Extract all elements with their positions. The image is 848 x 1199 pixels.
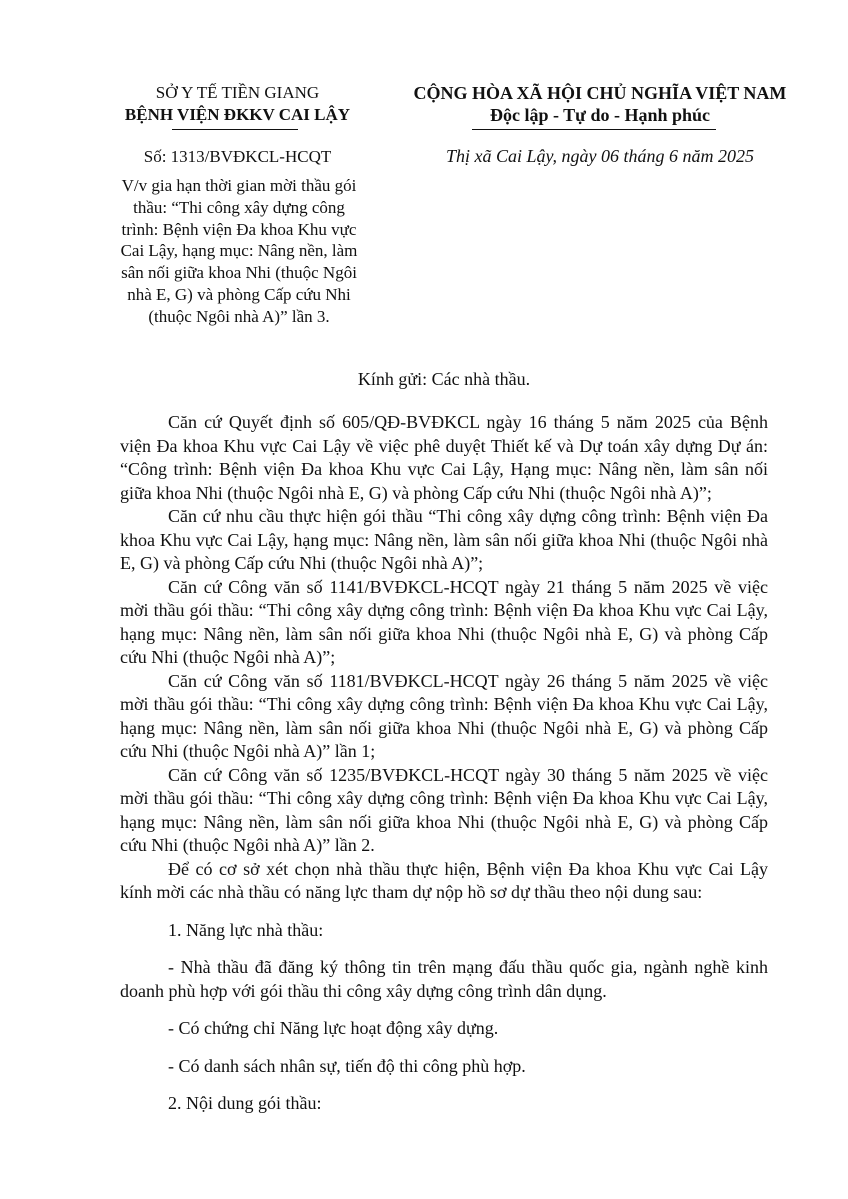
agency-name: SỞ Y TẾ TIỀN GIANG bbox=[155, 83, 320, 102]
section-1-item: - Nhà thầu đã đăng ký thông tin trên mạng đấu thầu quốc gia, ngành nghề kinh doanh phù hợp với gói thầu thi công xây dựng công trình dân dụng. bbox=[120, 957, 768, 1001]
hospital-underline bbox=[172, 129, 298, 130]
section-1-item: - Có danh sách nhân sự, tiến độ thi công phù hợp. bbox=[168, 1055, 526, 1076]
national-motto: Độc lập - Tự do - Hạnh phúc bbox=[489, 105, 711, 125]
paragraph-legal-basis-5: Căn cứ Công văn số 1235/BVĐKCL-HCQT ngày 30 tháng 5 năm 2025 về việc mời thầu gói thầu: “Thi công xây dựng công trình: Bệnh viện Đa khoa Khu vực Cai Lậy, hạng mục: Nâng nền, làm sân nối giữa khoa Nhi (thuộc Ngôi nhà E, G) và phòng Cấp cứu Nhi (thuộc Ngôi nhà A)” lần 2. bbox=[120, 764, 768, 855]
nation-title: CỘNG HÒA XÃ HỘI CHỦ NGHĨA VIỆT NAM bbox=[413, 83, 787, 103]
section-1-item: - Có chứng chỉ Năng lực hoạt động xây dựng. bbox=[168, 1018, 499, 1038]
motto-underline bbox=[472, 129, 716, 130]
hospital-name: BỆNH VIỆN ĐKKV CAI LẬY bbox=[124, 105, 351, 124]
paragraph-invitation: Để có cơ sở xét chọn nhà thầu thực hiện, Bệnh viện Đa khoa Khu vực Cai Lậy kính mời các nhà thầu có năng lực tham dự nộp hồ sơ dự thầu theo nội dung sau: bbox=[120, 858, 768, 902]
paragraph-legal-basis-2: Căn cứ nhu cầu thực hiện gói thầu “Thi công xây dựng công trình: Bệnh viện Đa khoa Khu vực Cai Lậy, hạng mục: Nâng nền, làm sân nối giữa khoa Nhi (thuộc Ngôi nhà E, G) và phòng Cấp cứu Nhi (thuộc Ngôi nhà A)”; bbox=[120, 506, 768, 573]
document-body bbox=[120, 411, 768, 1116]
section-2-title: 2. Nội dung gói thầu: bbox=[168, 1093, 322, 1113]
document-subject: V/v gia hạn thời gian mời thầu gói thầu: “Thi công xây dựng công trình: Bệnh viện Đa khoa Khu vực Cai Lậy, hạng mục: Nâng nền, làm sân nối giữa khoa Nhi (thuộc Ngôi nhà E, G) và phòng Cấp cứu Nhi (thuộc Ngôi nhà A)” lần 3. bbox=[120, 176, 358, 326]
place-and-date: Thị xã Cai Lậy, ngày 06 tháng 6 năm 2025 bbox=[445, 146, 754, 166]
paragraph-legal-basis-4: Căn cứ Công văn số 1181/BVĐKCL-HCQT ngày 26 tháng 5 năm 2025 về việc mời thầu gói thầu: “Thi công xây dựng công trình: Bệnh viện Đa khoa Khu vực Cai Lậy, hạng mục: Nâng nền, làm sân nối giữa khoa Nhi (thuộc Ngôi nhà E, G) và phòng Cấp cứu Nhi (thuộc Ngôi nhà A)” lần 1; bbox=[120, 670, 768, 761]
document-number: Số: 1313/BVĐKCL-HCQT bbox=[143, 147, 332, 166]
section-1-title: 1. Năng lực nhà thầu: bbox=[168, 919, 324, 940]
paragraph-legal-basis-1: Căn cứ Quyết định số 605/QĐ-BVĐKCL ngày 16 tháng 5 năm 2025 của Bệnh viện Đa khoa Khu vực Cai Lậy về việc phê duyệt Thiết kế và Dự toán xây dựng Dự án: “Công trình: Bệnh viện Đa khoa Khu vực Cai Lậy, Hạng mục: Nâng nền, làm sân nối giữa khoa Nhi (thuộc Ngôi nhà E, G) và phòng Cấp cứu Nhi (thuộc Ngôi nhà A)”; bbox=[120, 412, 768, 503]
paragraph-legal-basis-3: Căn cứ Công văn số 1141/BVĐKCL-HCQT ngày 21 tháng 5 năm 2025 về việc mời thầu gói thầu: “Thi công xây dựng công trình: Bệnh viện Đa khoa Khu vực Cai Lậy, hạng mục: Nâng nền, làm sân nối giữa khoa Nhi (thuộc Ngôi nhà E, G) và phòng Cấp cứu Nhi (thuộc Ngôi nhà A)”; bbox=[120, 576, 768, 667]
recipient-line: Kính gửi: Các nhà thầu. bbox=[357, 369, 531, 389]
